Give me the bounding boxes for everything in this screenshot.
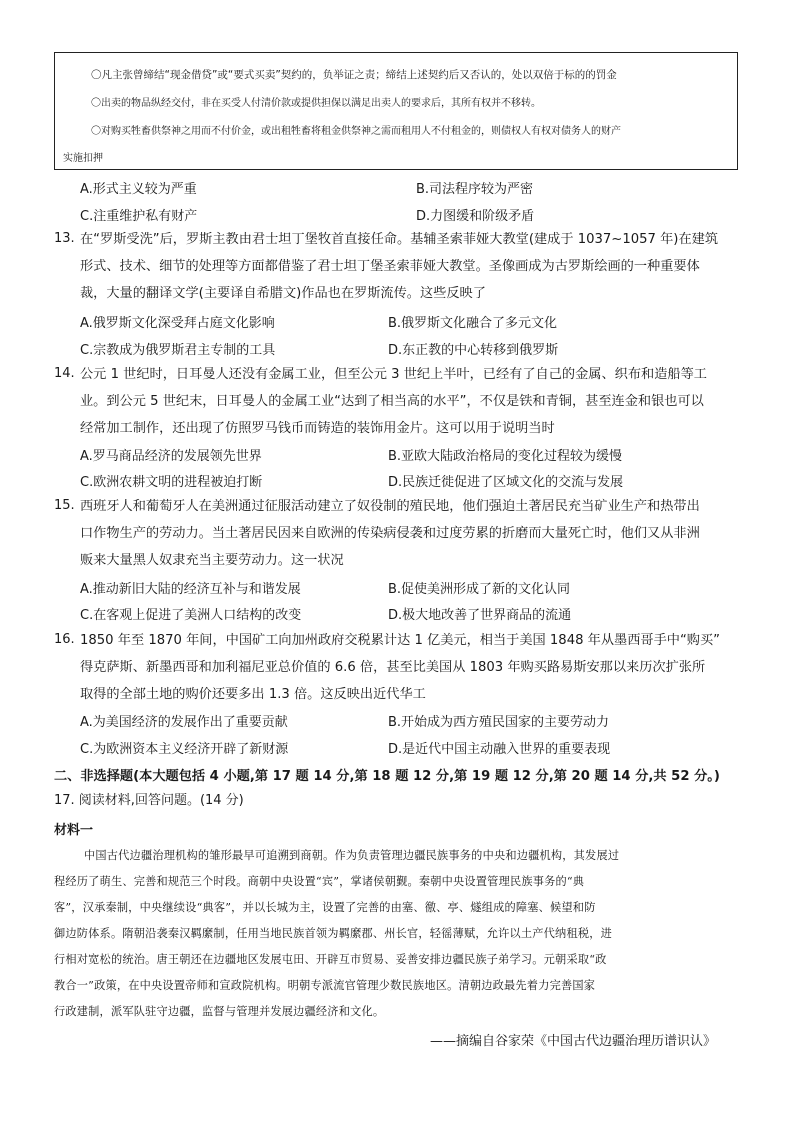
q13-option-b[interactable]: B.俄罗斯文化融合了多元文化 [388,316,558,331]
q14-option-a[interactable]: A.罗马商品经济的发展领先世界 [80,449,262,464]
q15-stem-line-3: 贩来大量黑人奴隶充当主要劳动力。这一状况 [80,553,344,568]
q13-number: 13. [54,231,75,246]
q15-stem-line-1: 西班牙人和葡萄牙人在美洲通过征服活动建立了奴役制的殖民地，他们强迫土著居民充当矿业生产和热带出 [80,499,700,514]
q16-stem-line-2: 得克萨斯、新墨西哥和加利福尼亚总价值的 6.6 倍，甚至比美国从 1803 年购买路易斯安那以来历次扩张所 [80,660,706,675]
q15-stem-line-2: 口作物生产的劳动力。当土著居民因来自欧洲的传染病侵袭和过度劳累的折磨而大量死亡时，他们又从非洲 [80,526,700,541]
q12-option-b[interactable]: B.司法程序较为严密 [416,182,534,197]
section-2-heading: 二、非选择题(本大题包括 4 小题,第 17 题 14 分,第 18 题 12 分,第 19 题 12 分,第 20 题 14 分,共 52 分。) [54,769,720,784]
q15-option-a[interactable]: A.推动新旧大陆的经济互补与和谐发展 [80,582,301,597]
q13-stem-line-3: 裁，大量的翻译文学(主要译自希腊文)作品也在罗斯流传。这些反映了 [80,286,486,301]
q17-title: 17. 阅读材料,回答问题。(14 分) [54,793,244,808]
material-line-3: 〇对购买牲畜供祭神之用而不付价金，或出租牲畜将租金供祭神之需而租用人不付租金的，则债权人有权对债务人的财产 [91,126,621,137]
q15-option-d[interactable]: D.极大地改善了世界商品的流通 [388,608,572,623]
q14-stem-line-1: 公元 1 世纪时，日耳曼人还没有金属工业，但至公元 3 世纪上半叶，已经有了自己的金属、织布和造船等工 [80,367,707,382]
material-1-label: 材料一 [54,823,94,838]
q15-option-b[interactable]: B.促使美洲形成了新的文化认同 [388,582,571,597]
q14-stem-line-3: 经常加工制作，还出现了仿照罗马钱币而铸造的装饰用金片。这可以用于说明当时 [80,421,555,436]
material-line-2: 〇出卖的物品纵经交付，非在买受人付清价款或提供担保以满足出卖人的要求后，其所有权并不移转。 [91,98,541,109]
q14-option-c[interactable]: C.欧洲农耕文明的进程被迫打断 [80,475,263,490]
material-1-line-5: 行相对宽松的统治。唐王朝还在边疆地区发展屯田、开辟互市贸易、妥善安排边疆民族子弟学习。元朝采取“政 [54,953,607,966]
material-box [54,52,738,170]
q16-option-c[interactable]: C.为欧洲资本主义经济开辟了新财源 [80,742,289,757]
q16-option-a[interactable]: A.为美国经济的发展作出了重要贡献 [80,715,288,730]
q13-stem-line-2: 形式、技术、细节的处理等方面都借鉴了君士坦丁堡圣索菲娅大教堂。圣像画成为古罗斯绘画的一种重要体 [80,259,700,274]
q12-option-a[interactable]: A.形式主义较为严重 [80,182,197,197]
material-1-line-6: 教合一”政策，在中央设置帝师和宣政院机构。明朝专派流官管理少数民族地区。清朝边政最先着力完善国家 [54,979,596,992]
material-line-4: 实施扣押 [63,153,103,164]
q12-option-c[interactable]: C.注重维护私有财产 [80,209,198,224]
q16-option-d[interactable]: D.是近代中国主动融入世界的重要表现 [388,742,611,757]
material-1-line-2: 程经历了萌生、完善和规范三个时段。商朝中央设置“宾”，掌诸侯朝觐。秦朝中央设置管理民族事务的“典 [54,875,585,888]
material-line-1: 〇凡主张曾缔结“现金借贷”或“要式买卖”契约的，负举证之责；缔结上述契约后又否认的，处以双倍于标的的罚金 [91,69,617,81]
q16-option-b[interactable]: B.开始成为西方殖民国家的主要劳动力 [388,715,610,730]
q13-stem-line-1: 在“罗斯受洗”后，罗斯主教由君士坦丁堡牧首直接任命。基辅圣索菲娅大教堂(建成于 1037~1057 年)在建筑 [80,232,719,247]
q13-option-a[interactable]: A.俄罗斯文化深受拜占庭文化影响 [80,316,275,331]
q12-option-d[interactable]: D.力图缓和阶级矛盾 [416,209,535,224]
material-1-source: ——摘编自谷家荣《中国古代边疆治理历谱识认》 [430,1034,717,1049]
q16-stem-line-3: 取得的全部土地的购价还要多出 1.3 倍。这反映出近代华工 [80,687,426,702]
q14-option-b[interactable]: B.亚欧大陆政治格局的变化过程较为缓慢 [388,449,623,464]
q16-stem-line-1: 1850 年至 1870 年间，中国矿工向加州政府交税累计达 1 亿美元，相当于美国 1848 年从墨西哥手中“购买” [80,633,721,648]
q15-option-c[interactable]: C.在客观上促进了美洲人口结构的改变 [80,608,302,623]
q13-option-d[interactable]: D.东正教的中心转移到俄罗斯 [388,343,559,358]
material-1-line-4: 御边防体系。隋朝沿袭秦汉羁縻制，任用当地民族首领为羁縻郡、州长官，轻徭薄赋，允许以土产代纳租税，进 [54,927,612,940]
q16-number: 16. [54,632,75,647]
q13-option-c[interactable]: C.宗教成为俄罗斯君主专制的工具 [80,343,276,358]
q14-number: 14. [54,366,75,381]
q14-stem-line-2: 业。到公元 5 世纪末，日耳曼人的金属工业“达到了相当高的水平”，不仅是铁和青铜，甚至连金和银也可以 [80,394,704,409]
material-1-line-3: 客”，汉承秦制，中央继续设“典客”，并以长城为主，设置了完善的由塞、徼、亭、燧组成的障塞、候望和防 [54,901,596,914]
material-1-line-1: 中国古代边疆治理机构的雏形最早可追溯到商朝。作为负责管理边疆民族事务的中央和边疆机构，其发展过 [84,849,620,862]
material-1-line-7: 行政建制，派军队驻守边疆，监督与管理并发展边疆经济和文化。 [54,1005,385,1018]
q14-option-d[interactable]: D.民族迁徙促进了区域文化的交流与发展 [388,475,624,490]
q15-number: 15. [54,498,75,513]
